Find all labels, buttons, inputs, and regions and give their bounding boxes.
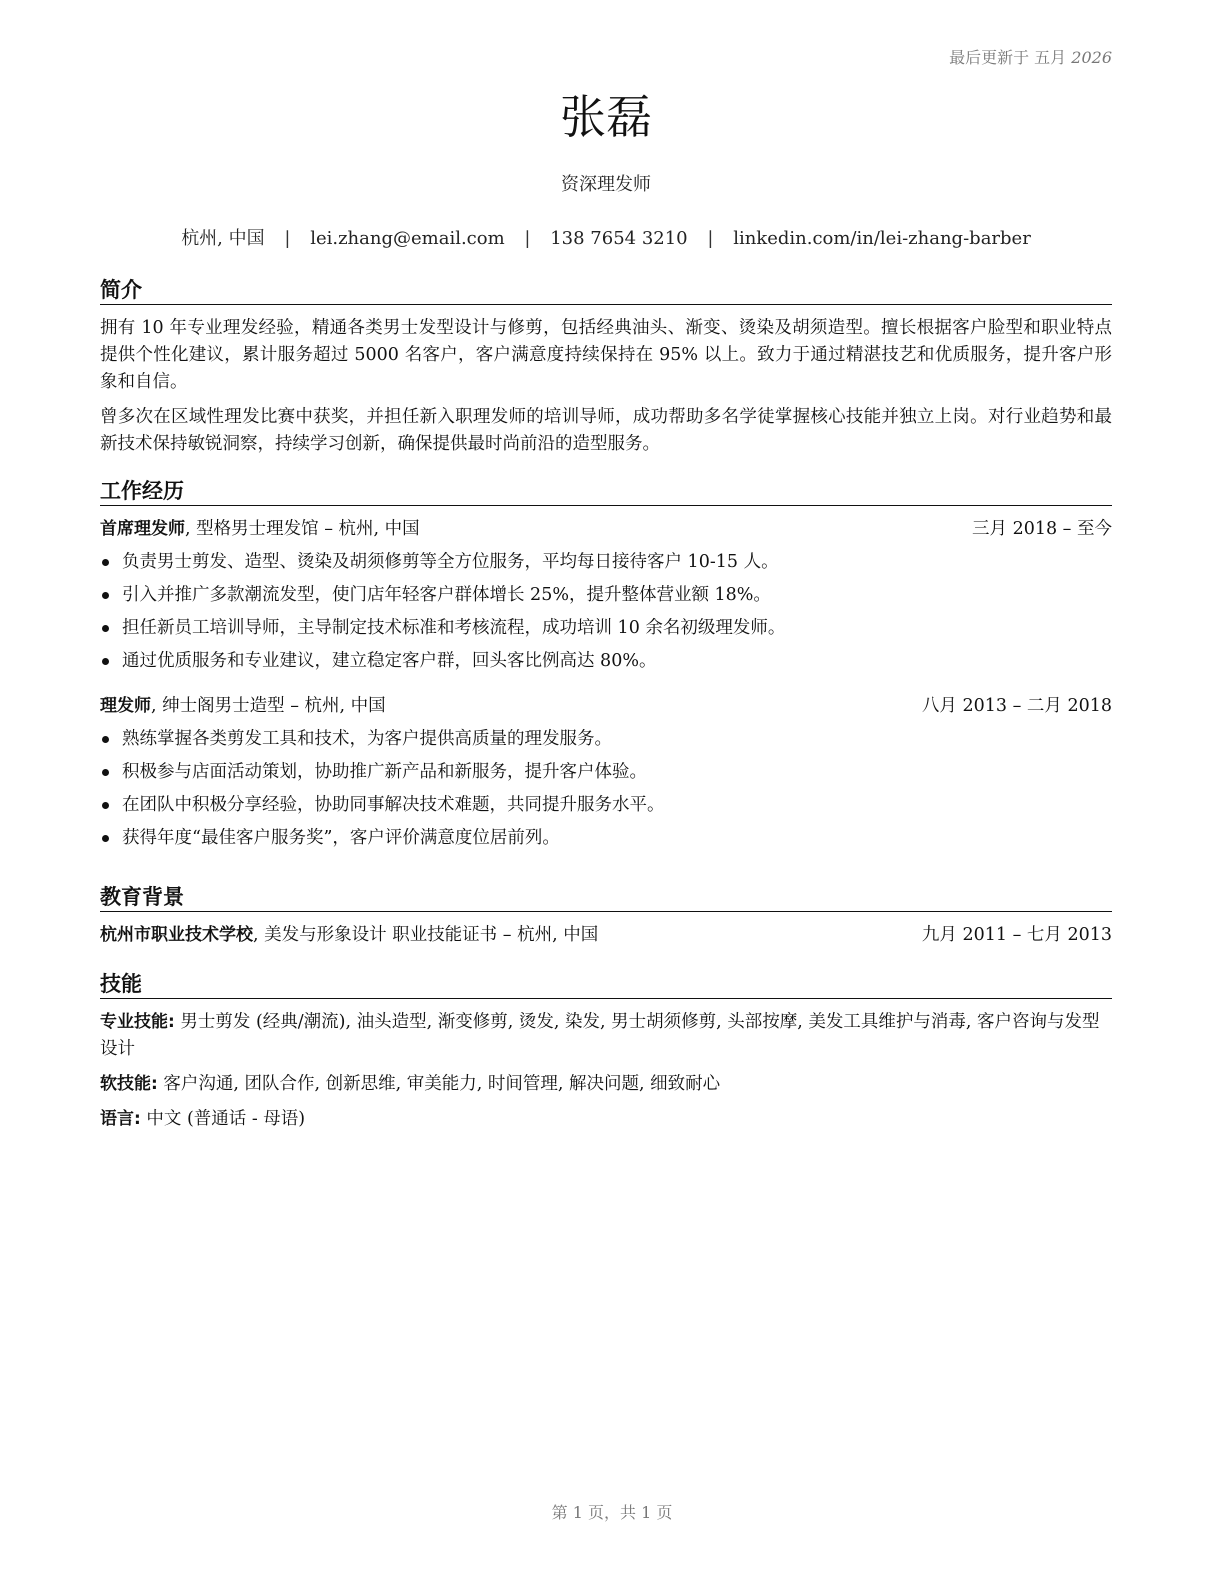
job-dates: 八月 2013 – 二月 2018 <box>921 696 1112 716</box>
education-section <box>100 883 1112 955</box>
skill-line-professional <box>100 1009 1112 1063</box>
job-dates: 三月 2018 – 至今 <box>972 519 1112 539</box>
skill-value: 客户沟通, 团队合作, 创新思维, 审美能力, 时间管理, 解决问题, 细致耐心 <box>157 1074 721 1094</box>
contact-email[interactable]: lei.zhang@email.com <box>310 228 505 249</box>
page-number: 第 1 页，共 1 页 <box>551 1503 673 1522</box>
summary-paragraph-1: 拥有 10 年专业理发经验，精通各类男士发型设计与修剪，包括经典油头、渐变、烫染及胡须造型。擅长根据客户脸型和职业特点提供个性化建议，累计服务超过 5000 名客户，客户满意度持续保持在 95% 以上。致力于通过精湛技艺和优质服务，提升客户形象和自信。 <box>100 318 1112 392</box>
summary-heading: 简介 <box>100 276 1112 305</box>
bullet-icon <box>102 802 109 809</box>
summary-section <box>100 276 1112 466</box>
bullet-icon <box>102 559 109 566</box>
education-heading: 教育背景 <box>100 883 1112 912</box>
candidate-title: 资深理发师 <box>561 174 651 195</box>
bullet-item: 通过优质服务和专业建议，建立稳定客户群，回头客比例高达 80%。 <box>100 648 1112 675</box>
education-entry <box>100 922 1112 949</box>
bullet-item: 熟练掌握各类剪发工具和技术，为客户提供高质量的理发服务。 <box>100 726 1112 753</box>
bullet-item: 引入并推广多款潮流发型，使门店年轻客户群体增长 25%，提升整体营业额 18%。 <box>100 582 1112 609</box>
education-detail: , 美发与形象设计 职业技能证书 – 杭州, 中国 <box>253 925 599 945</box>
job-bullets <box>100 726 1112 852</box>
bullet-item: 负责男士剪发、造型、烫染及胡须修剪等全方位服务，平均每日接待客户 10-15 人。 <box>100 549 1112 576</box>
contact-separator: | <box>707 228 714 249</box>
skill-value: 男士剪发 (经典/潮流), 油头造型, 渐变修剪, 烫发, 染发, 男士胡须修剪, 头部按摩, 美发工具维护与消毒, 客户咨询与发型设计 <box>100 1012 1100 1059</box>
contact-line <box>100 224 1112 250</box>
job-bullets <box>100 549 1112 675</box>
skills-heading: 技能 <box>100 970 1112 999</box>
bullet-item: 积极参与店面活动策划，协助推广新产品和新服务，提升客户体验。 <box>100 759 1112 786</box>
contact-linkedin[interactable]: linkedin.com/in/lei-zhang-barber <box>733 228 1031 249</box>
skill-label: 专业技能: <box>100 1012 175 1032</box>
bullet-item: 获得年度“最佳客户服务奖”，客户评价满意度位居前列。 <box>100 825 1112 852</box>
contact-phone: 138 7654 3210 <box>550 228 688 249</box>
education-dates: 九月 2011 – 七月 2013 <box>921 925 1112 945</box>
last-updated-prefix: 最后更新于 五月 <box>949 48 1067 67</box>
bullet-icon <box>102 835 109 842</box>
bullet-item: 担任新员工培训导师，主导制定技术标准和考核流程，成功培训 10 余名初级理发师。 <box>100 615 1112 642</box>
summary-paragraph-2: 曾多次在区域性理发比赛中获奖，并担任新入职理发师的培训导师，成功帮助多名学徒掌握核心技能并独立上岗。对行业趋势和最新技术保持敏锐洞察，持续学习创新，确保提供最时尚前沿的造型服务。 <box>100 407 1112 454</box>
skill-line-soft <box>100 1071 1112 1098</box>
bullet-icon <box>102 658 109 665</box>
skill-line-language <box>100 1106 1112 1133</box>
resume-page <box>100 0 1112 1584</box>
job-org: , 绅士阁男士造型 – 杭州, 中国 <box>151 696 386 716</box>
bullet-icon <box>102 736 109 743</box>
job-header <box>100 693 1112 720</box>
last-updated-year: 2026 <box>1071 48 1112 67</box>
job-entry <box>100 693 1112 852</box>
bullet-icon <box>102 625 109 632</box>
contact-location: 杭州, 中国 <box>181 228 265 249</box>
job-role: 理发师 <box>100 696 151 716</box>
skills-section <box>100 970 1112 1141</box>
job-header <box>100 516 1112 543</box>
school-name: 杭州市职业技术学校 <box>100 925 253 945</box>
candidate-name: 张磊 <box>560 90 652 144</box>
skill-value: 中文 (普通话 - 母语) <box>140 1109 306 1129</box>
bullet-item: 在团队中积极分享经验，协助同事解决技术难题，共同提升服务水平。 <box>100 792 1112 819</box>
job-role: 首席理发师 <box>100 519 185 539</box>
job-org: , 型格男士理发馆 – 杭州, 中国 <box>185 519 420 539</box>
contact-separator: | <box>524 228 531 249</box>
skill-label: 语言: <box>100 1109 141 1129</box>
bullet-icon <box>102 769 109 776</box>
skill-label: 软技能: <box>100 1074 158 1094</box>
experience-section <box>100 477 1112 858</box>
contact-separator: | <box>284 228 291 249</box>
experience-heading: 工作经历 <box>100 477 1112 506</box>
last-updated <box>949 45 1112 68</box>
bullet-icon <box>102 592 109 599</box>
job-entry <box>100 516 1112 675</box>
